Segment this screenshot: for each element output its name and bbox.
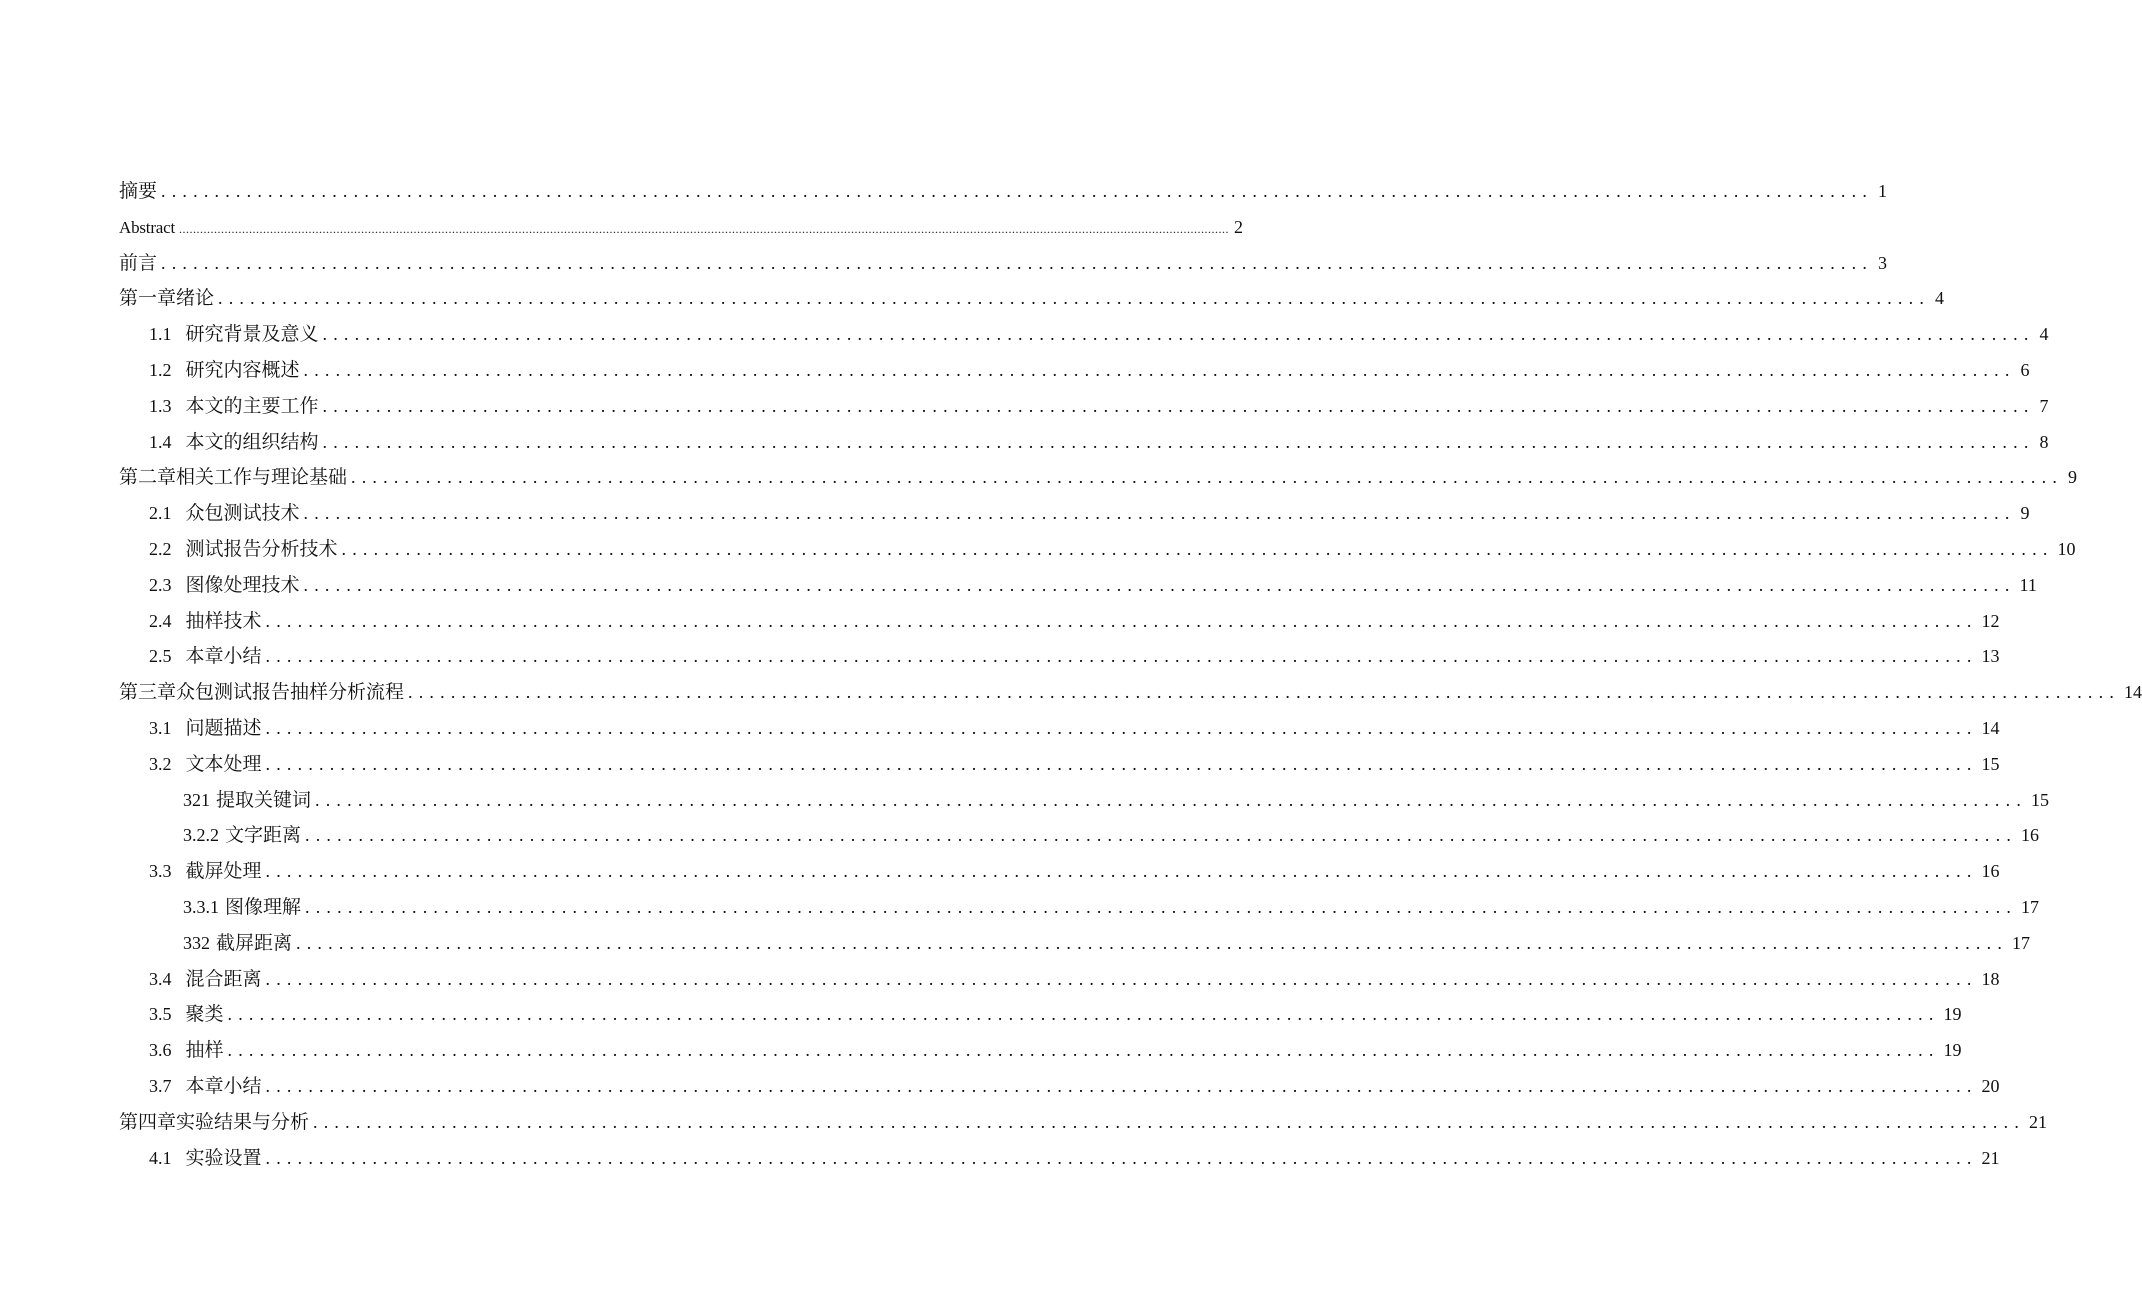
- toc-entry-title: 混合距离: [185, 967, 262, 990]
- toc-entry-number: 3.2.2: [183, 825, 219, 846]
- toc-dot-leader: ................................................................................................................................................................: [161, 252, 1874, 273]
- toc-entry-number: 3.3.1: [183, 896, 219, 917]
- toc-entry-title: 图像理解: [225, 895, 302, 918]
- toc-entry[interactable]: [119, 389, 2049, 425]
- toc-entry-page: 9: [2068, 467, 2078, 488]
- toc-dot-leader: ................................................................................................................................................................: [265, 861, 1978, 882]
- toc-dot-leader: ................................................................................................................................................................: [315, 789, 2028, 810]
- toc-entry-page: 4: [1935, 288, 1945, 309]
- toc-entry-page: 18: [1981, 968, 2000, 989]
- toc-dot-leader: ................................................................................................................................................................: [265, 610, 1978, 631]
- toc-entry[interactable]: [119, 246, 1888, 282]
- toc-entry-page: 17: [2012, 932, 2031, 953]
- toc-entry[interactable]: [119, 675, 2142, 711]
- toc-entry-title: 摘要: [119, 180, 158, 202]
- toc-entry-title: 抽样技术: [185, 609, 262, 632]
- toc-dot-leader: ................................................................................................................................................................: [265, 753, 1978, 774]
- toc-entry[interactable]: [119, 1141, 2000, 1177]
- toc-dot-leader: ................................................................................................................................................................: [341, 538, 2054, 559]
- toc-dot-leader: ................................................................................................................................................................: [303, 574, 2016, 595]
- toc-entry[interactable]: [119, 1105, 2048, 1141]
- toc-entry-page: 4: [2039, 324, 2049, 345]
- toc-entry-title: 抽样: [185, 1039, 224, 1062]
- toc-dot-leader: ................................................................................................................................................................: [227, 1004, 1940, 1025]
- toc-entry-number: 3.4: [149, 968, 172, 989]
- toc-entry-number: 4.1: [149, 1147, 172, 1168]
- toc-entry-title: 截屏处理: [185, 860, 262, 883]
- toc-entry-page: 10: [2057, 538, 2076, 559]
- toc-entry-number: 1.2: [149, 359, 172, 380]
- toc-entry-page: 15: [1981, 753, 2000, 774]
- toc-dot-leader: ................................................................................................................................................................: [161, 181, 1874, 201]
- toc-entry[interactable]: [119, 568, 2037, 604]
- toc-entry-title: 第三章众包测试报告抽样分析流程: [119, 681, 405, 704]
- toc-entry-page: 12: [1981, 610, 2000, 631]
- toc-entry-title: 第四章实验结果与分析: [119, 1110, 310, 1133]
- toc-entry-page: 17: [2021, 896, 2040, 917]
- toc-dot-leader: ................................................................................................................................................................: [313, 1111, 2026, 1132]
- toc-entry-title: 本章小结: [185, 1074, 262, 1097]
- toc-entry[interactable]: [119, 783, 2050, 819]
- toc-entry-page: 15: [2031, 789, 2050, 810]
- toc-entry-page: 20: [1981, 1075, 2000, 1096]
- toc-entry-number: 3.5: [149, 1004, 172, 1025]
- toc-entry[interactable]: [119, 890, 2040, 926]
- toc-dot-leader: ................................................................................................................................................................: [265, 717, 1978, 738]
- toc-entry-number: 3.1: [149, 717, 172, 738]
- toc-entry-page: 9: [2020, 503, 2030, 524]
- toc-entry[interactable]: [119, 1069, 2000, 1105]
- toc-entry[interactable]: [119, 425, 2049, 461]
- toc-entry-page: 19: [1943, 1004, 1962, 1025]
- toc-dot-leader: ................................................................................................................................................................: [303, 359, 2016, 380]
- toc-entry[interactable]: [119, 353, 2030, 389]
- toc-entry-title: 图像处理技术: [185, 573, 300, 596]
- toc-dot-leader: ................................................................................................................................................................: [265, 646, 1978, 667]
- toc-dot-leader: ................................................................................................................................................................: [265, 1075, 1978, 1096]
- toc-dot-leader: ............................................................................................................................................................................................................................................................................................................: [179, 221, 1229, 236]
- toc-entry-page: 8: [2039, 431, 2049, 452]
- toc-entry-page: 1: [1878, 181, 1888, 201]
- table-of-contents: [119, 174, 2142, 1176]
- toc-entry-page: 6: [2020, 359, 2030, 380]
- toc-entry[interactable]: [119, 604, 2000, 640]
- toc-entry[interactable]: [119, 317, 2049, 353]
- toc-dot-leader: ................................................................................................................................................................: [322, 395, 2035, 416]
- toc-dot-leader: ................................................................................................................................................................: [305, 825, 2018, 846]
- toc-entry[interactable]: [119, 174, 1888, 210]
- toc-entry-number: 332: [183, 932, 210, 953]
- toc-entry-page: 13: [1981, 646, 2000, 667]
- toc-entry-number: 1.3: [149, 395, 172, 416]
- toc-entry-number: 3.3: [149, 861, 172, 882]
- toc-entry[interactable]: [119, 460, 2078, 496]
- toc-entry-number: 2.2: [149, 538, 172, 559]
- toc-entry[interactable]: [119, 532, 2076, 568]
- toc-entry-title: 本文的组织结构: [185, 430, 319, 453]
- toc-dot-leader: ................................................................................................................................................................: [322, 431, 2035, 452]
- toc-entry-number: 321: [183, 789, 210, 810]
- toc-entry-title: 聚类: [185, 1003, 224, 1026]
- toc-entry-page: 14: [1981, 717, 2000, 738]
- toc-entry-title: Abstract: [119, 217, 175, 237]
- toc-entry-number: 1.4: [149, 431, 172, 452]
- toc-entry[interactable]: [119, 818, 2040, 854]
- toc-entry-title: 问题描述: [185, 716, 262, 739]
- toc-dot-leader: ................................................................................................................................................................: [408, 682, 2121, 703]
- toc-entry[interactable]: [119, 926, 2031, 962]
- toc-entry-page: 21: [1981, 1147, 2000, 1168]
- toc-entry-title: 众包测试技术: [185, 502, 300, 525]
- toc-entry-page: 11: [2019, 574, 2037, 595]
- toc-entry[interactable]: [119, 747, 2000, 783]
- toc-entry-page: 2: [1234, 216, 1243, 237]
- toc-entry-title: 本文的主要工作: [185, 394, 319, 417]
- toc-entry-page: 16: [1981, 861, 2000, 882]
- toc-entry[interactable]: [119, 711, 2000, 747]
- toc-entry-title: 研究内容概述: [185, 358, 300, 381]
- toc-entry[interactable]: [119, 962, 2000, 998]
- toc-entry[interactable]: [119, 997, 1962, 1033]
- toc-entry[interactable]: [119, 210, 1243, 246]
- toc-entry-title: 研究背景及意义: [185, 323, 319, 346]
- toc-entry-page: 16: [2021, 825, 2040, 846]
- toc-dot-leader: ................................................................................................................................................................: [351, 467, 2064, 488]
- toc-entry[interactable]: [119, 854, 2000, 890]
- toc-entry[interactable]: [119, 281, 1945, 317]
- toc-entry-page: 21: [2029, 1111, 2048, 1132]
- toc-entry-number: 3.7: [149, 1075, 172, 1096]
- toc-entry-title: 文本处理: [185, 752, 262, 775]
- toc-entry-page: 3: [1878, 252, 1888, 273]
- toc-entry-page: 19: [1943, 1040, 1962, 1061]
- toc-entry-title: 测试报告分析技术: [185, 537, 338, 560]
- toc-dot-leader: ................................................................................................................................................................: [265, 968, 1978, 989]
- toc-entry-number: 2.1: [149, 503, 172, 524]
- toc-entry-title: 前言: [119, 251, 158, 274]
- toc-entry-number: 3.2: [149, 753, 172, 774]
- toc-entry-number: 2.4: [149, 610, 172, 631]
- toc-entry-number: 2.3: [149, 574, 172, 595]
- toc-entry-number: 2.5: [149, 646, 172, 667]
- toc-entry-title: 本章小结: [185, 645, 262, 668]
- toc-entry-number: 3.6: [149, 1040, 172, 1061]
- toc-dot-leader: ................................................................................................................................................................: [305, 896, 2018, 917]
- toc-dot-leader: ................................................................................................................................................................: [322, 324, 2035, 345]
- toc-entry[interactable]: [119, 1033, 1962, 1069]
- toc-entry-page: 7: [2039, 395, 2049, 416]
- toc-dot-leader: ................................................................................................................................................................: [296, 932, 2009, 953]
- toc-entry[interactable]: [119, 639, 2000, 675]
- toc-entry-title: 提取关键词: [216, 788, 312, 811]
- toc-dot-leader: ................................................................................................................................................................: [218, 288, 1931, 309]
- toc-dot-leader: ................................................................................................................................................................: [265, 1147, 1978, 1168]
- toc-entry-title: 截屏距离: [216, 931, 293, 954]
- toc-entry[interactable]: [119, 496, 2030, 532]
- toc-entry-title: 第一章绪论: [119, 287, 215, 310]
- toc-dot-leader: ................................................................................................................................................................: [227, 1040, 1940, 1061]
- toc-entry-title: 第二章相关工作与理论基础: [119, 466, 348, 489]
- toc-entry-title: 实验设置: [185, 1146, 262, 1169]
- toc-entry-title: 文字距离: [225, 824, 302, 847]
- toc-dot-leader: ................................................................................................................................................................: [303, 503, 2016, 524]
- toc-entry-page: 14: [2124, 682, 2142, 703]
- toc-entry-number: 1.1: [149, 324, 172, 345]
